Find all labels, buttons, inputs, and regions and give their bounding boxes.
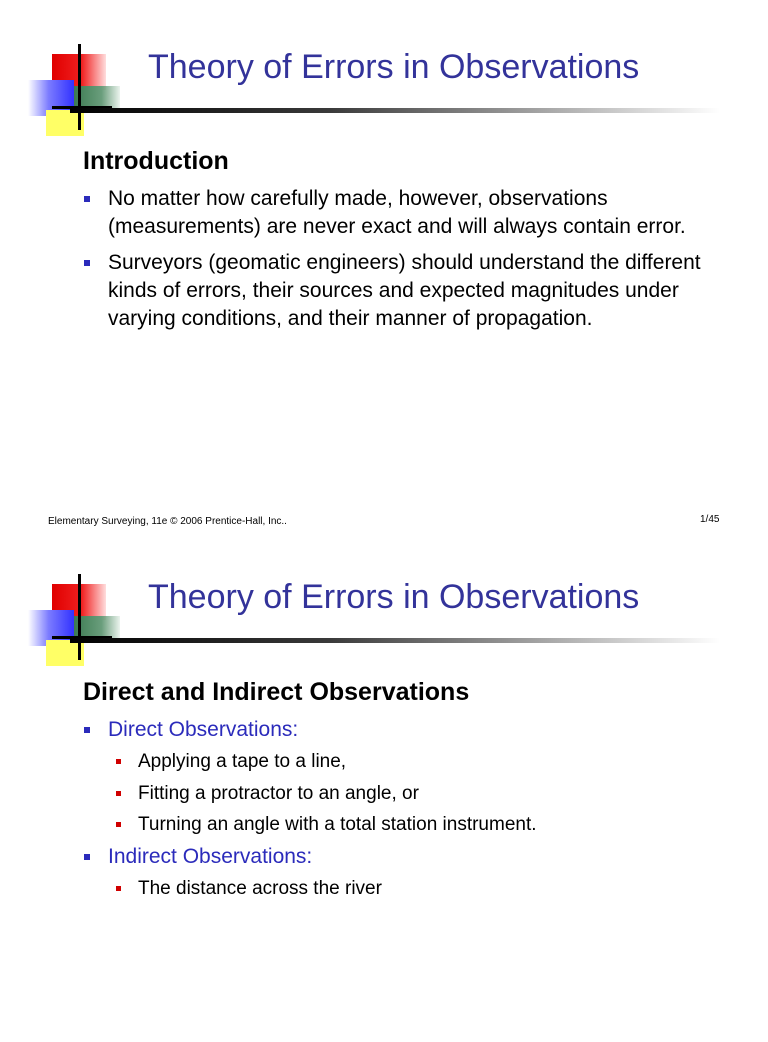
section-heading: Introduction [83,147,229,175]
sub-list [112,873,713,905]
group-label: Direct Observations: [108,718,299,741]
bullet-group [83,841,713,905]
page-number: 1/45 [700,514,720,525]
sub-item [112,873,713,905]
sub-item [112,746,713,778]
square-bullet-icon [84,854,90,860]
sub-item [112,778,713,810]
square-bullet-icon [84,260,90,266]
square-bullet-icon [116,791,121,796]
bullet-group [83,714,713,841]
bullet-text: Surveyors (geomatic engineers) should understand the different kinds of errors, their sources and expected magnitudes under varying conditions, and their manner of propagation. [108,251,701,330]
sub-item-text: The distance across the river [138,877,382,899]
bullet-list [83,185,713,341]
sub-list [112,746,713,841]
slide-logo-icon [28,574,128,674]
square-bullet-icon [84,196,90,202]
sub-item-text: Applying a tape to a line, [138,751,347,772]
bullet-text: No matter how carefully made, however, observations (measurements) are never exact and will always contain error. [108,187,686,238]
square-bullet-icon [84,727,90,733]
slide-title: Theory of Errors in Observations [148,578,640,616]
slide-title: Theory of Errors in Observations [148,48,640,86]
bullet-item [83,185,713,241]
logo-vertical-line [78,574,81,660]
title-underline [70,638,720,643]
section-heading: Direct and Indirect Observations [83,678,470,706]
square-bullet-icon [116,759,121,764]
sub-item-text: Fitting a protractor to an angle, or [138,782,419,804]
footer-source: Elementary Surveying, 11e © 2006 Prentice-Hall, Inc.. [48,516,287,527]
slide-2 [0,530,768,1042]
sub-item-text: Turning an angle with a total station instrument. [138,814,537,835]
title-underline [70,108,720,113]
sub-item [112,809,713,841]
slide-logo-icon [28,44,128,144]
group-label: Indirect Observations: [108,844,313,868]
logo-vertical-line [78,44,81,130]
bullet-list [83,714,713,904]
bullet-item [83,249,713,333]
square-bullet-icon [116,822,121,827]
square-bullet-icon [116,886,121,891]
